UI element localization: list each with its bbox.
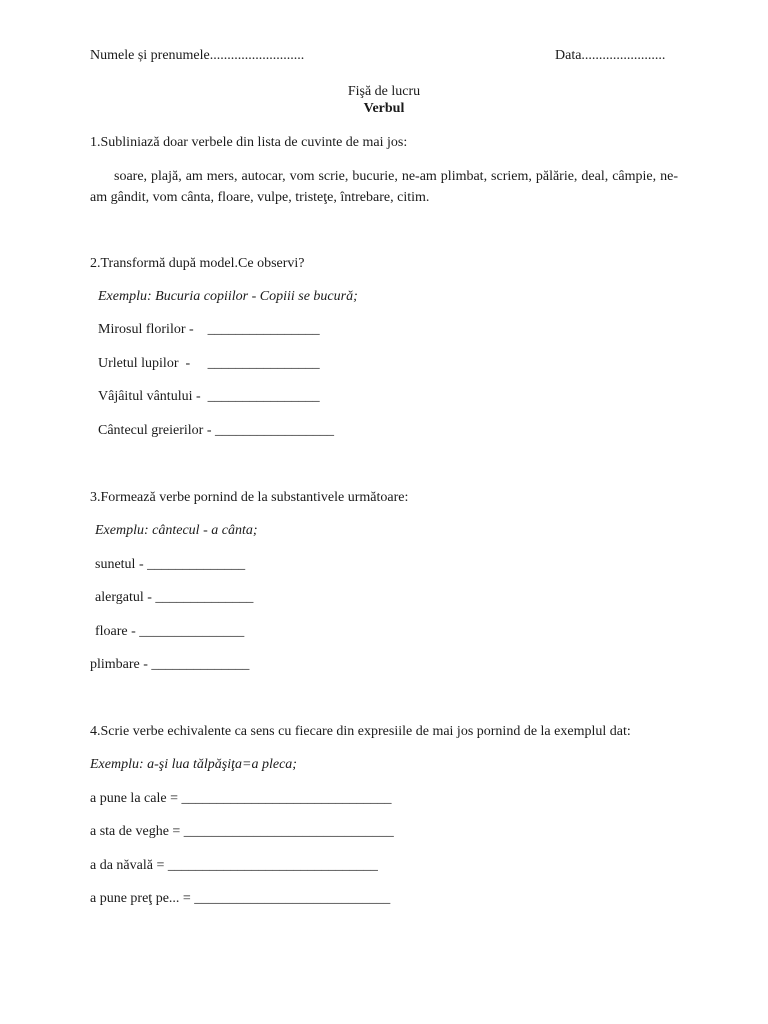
exercise-4-example: Exemplu: a-şi lua tălpăşiţa=a pleca; — [90, 757, 297, 772]
exercise-4-item: a sta de veghe = ______________________________ — [90, 824, 394, 839]
exercise-3-prompt: 3.Formează verbe pornind de la substantivele următoare: — [90, 490, 409, 505]
exercise-1-word-list: soare, plajă, am mers, autocar, vom scrie, bucurie, ne-am plimbat, scriem, pălărie, deal, câmpie, ne-am gândit, vom cânta, floare, vulpe, tristeţe, întrebare, citim. — [90, 169, 678, 205]
exercise-3-item: plimbare - ______________ — [90, 657, 250, 672]
exercise-2-example: Exemplu: Bucuria copiilor - Copiii se bucură; — [98, 289, 358, 304]
exercise-4-item: a pune preţ pe... = ____________________________ — [90, 891, 391, 906]
exercise-4-item: a pune la cale = ______________________________ — [90, 791, 392, 806]
exercise-2-prompt: 2.Transformă după model.Ce observi? — [90, 256, 305, 271]
exercise-3-item: floare - _______________ — [95, 624, 245, 639]
exercise-4-prompt: 4.Scrie verbe echivalente ca sens cu fiecare din expresiile de mai jos pornind de la exemplul dat: — [90, 724, 631, 739]
exercise-3-example: Exemplu: cântecul - a cânta; — [95, 523, 258, 538]
exercise-2-item: Cântecul greierilor - _________________ — [98, 423, 335, 438]
exercise-2-item: Urletul lupilor - ________________ — [98, 356, 320, 371]
exercise-2-item: Vâjâitul vântului - ________________ — [98, 389, 320, 404]
exercise-2-item: Mirosul florilor - ________________ — [98, 322, 320, 337]
exercise-3-item: sunetul - ______________ — [95, 557, 246, 572]
date-field-label: Data........................ — [555, 48, 666, 63]
exercise-1-prompt: 1.Subliniază doar verbele din lista de cuvinte de mai jos: — [90, 135, 408, 150]
exercise-3-item: alergatul - ______________ — [95, 590, 254, 605]
worksheet-title: Fişă de lucru — [347, 84, 421, 99]
worksheet-subtitle: Verbul — [363, 101, 405, 116]
name-field-label: Numele și prenumele........................... — [90, 48, 305, 63]
exercise-4-item: a da năvală = ______________________________ — [90, 858, 378, 873]
